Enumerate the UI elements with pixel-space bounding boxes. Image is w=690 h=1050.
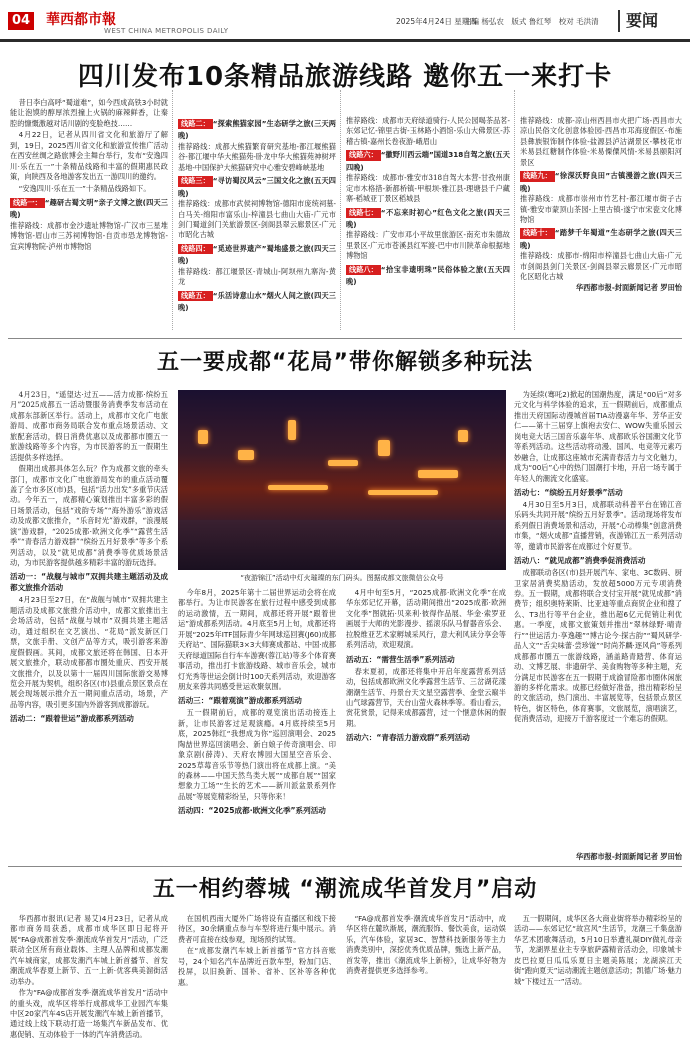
activity-heading: 活动二：“跟着世运”游成都系列活动 [10,714,134,724]
route-body: 推荐路线：成都市天府绿道骑行-人民公园喝茶品茗-东郊记忆-锦里古街-玉林路小酒馆-乐山大佛景区-苏稽古镇-嘉州长卷夜游-峨眉山 [346,116,510,146]
activity-text: 4月23日至27日，在“战舰与城市”双拥共建主题活动及成都文旅推介活动中，成都文旅推出主会场活动，包括“战舰与城市”双拥共建主题活动，通过组织在文艺演出、“花局”派发新区门票，文旅手册、文创产品等方式，吸引游客来游度假假画。其间，成都文旅还将在韩国、日本开展文旅推介，联动成都都市圈处重庆、西安开展文旅推介，以及以第十一届四川国际旅游交易博览会开展为契机，组织各区(市)县重点景区景点在展会现场展示推介五一期间重点活动，场景，产品等内容，吸引更多国内外游客到成都游玩。 [10,595,168,709]
article3-headline: 五一相约蓉城 “潮流成华首发月”启动 [152,877,538,902]
article3-col1 [10,914,168,1044]
route-name: “寻访蜀汉风云”三国文化之旅(五天四晚) [178,176,336,198]
route-tag: 线路七： [346,208,381,218]
activity-heading: 活动五：“需营生活季”系列活动 [346,654,455,664]
route-name: “徐深沃野良田”古镇漫游之旅(四天三晚) [520,171,682,193]
route-item [178,173,336,241]
article1-intro: 昔日李白高呼“蜀道难”，如今西成高铁3小时就能让泡馍的醇厚浓烈撞上火锅的麻辣鲜香，让秦腔的慷慨激越对话川剧的变脸绝技…… [10,98,168,128]
route-item [346,262,510,288]
article1-col1 [10,98,168,252]
activity-text: 今年8月，2025年第十二届世界运动会将在成都举行。为让市民游客在旅行过程中感受到成都的运动激情，五一期间，成都还将开展“跟着世运”游成都系列活动。4月底至5月上旬，成都还将开展“2025年ITF国际青少年网球巡回赛(J60)成都天府站”、国际猫联3×3大师赛成都站、中国·成都天府绿道国际自行车车游赛(蓉江站)等多个体育赛事活动，推出打卡旅游线路、城市音乐会，城市灯光秀等世运会倒计时100天系列活动，欢迎游客朋友来蓉共同感受世运欢聚氛围。 [178,588,336,691]
route-item [10,195,168,252]
route-name: “拾宝非遗明珠”民俗体验之旅(五天四晚) [346,264,510,287]
article3-col3 [346,914,506,1044]
route-item [520,168,682,225]
newspaper-english-name: WEST CHINA METROPOLIS DAILY [104,27,229,35]
article1-col2 [178,116,336,313]
article1-col3 [346,116,510,288]
route-item [346,147,510,204]
route-name: “乐活诗意山水”烟火人间之旅(四天三晚) [178,290,336,312]
article3-para: 在“成都发潮汽车城上新首播节”官方抖音账号，24个知名汽车品牌近百款车型，粉加门店、投屏，以旧换新、国补、省补、区补等各种优惠。 [178,946,336,987]
route-item [520,225,682,282]
activity-text: 为延续(骞吒2)掀起的国潮热度，满足“00后”对多元文化与科学体验的追求，五一假期前后，成都重点推出天府国际动漫城首届TIA动漫嘉年华、芳华正安仁——第十三届穿上旗袍去安仁、WOW失重乐园云岗电竞大话三国音乐嘉年华、成都欧乐谷国潮文化节等系列活动。这些活动将动漫、国风、电竞等元素巧妙融合，让成都这座城市充满青春活力与文化魅力，成为“00后”心中的热门国潮打卡地，开启一场专属于年轻人的潮流文化盛宴。 [514,390,682,483]
column-divider [514,90,515,330]
route-item [178,116,336,173]
route-body: 推荐路线：成都市金沙遗址博物馆-广汉市三星堆博物馆-眉山市三苏祠博物馆-自贡市恐龙博物馆-宜宾博物院-泸州市博物馆 [10,220,168,251]
page-header [0,0,690,42]
article2-col1 [10,390,168,850]
activity-heading: 活动八：“就见成都”消费季促消费活动 [514,556,646,566]
article2-headline: 五一要成都“花局”带你解锁多种玩法 [157,350,533,375]
photo-caption: “夜游锦江”活动中灯火璀璨的东门码头。图据成都文旅微信公众号 [240,574,444,582]
article3-col4 [514,914,682,1044]
section-title: 要闻 [618,10,678,32]
article2-col4 [514,390,682,850]
article1-byline: 华西都市报-封面新闻记者 罗田怡 [575,282,682,292]
article2-col3 [346,588,506,850]
article1-intro: “安逸四川·乐在五一”十条精品线路如下。 [18,183,151,193]
route-body: 推荐路线：成都-凉山州西昌市火把广场-西昌市大凉山民俗文化创意体验园-西昌市邛海度假区-布施县彝族银饰制作体验-盐源县泸沽湖景区-攀枝花市米易县红糖制作体验-米易傈僳风情-米易县颐阳河景区 [520,116,682,167]
route-name: “觅迹世界遗产”蜀地盛景之旅(四天三晚) [178,243,336,266]
article3-para: “FA@成都首发季·潮流成华首发月”活动中，成华区将在麓玖渐展，潮流服饰、餐饮美食，运动娱乐，汽车体验，家居3C、智慧科技新服务等主力消费类别中，深挖优秀优质品牌，甄选上新产品，首发等，推出《潮流成华上新榜》，让成华好物为消费者提供更多选择参考。 [346,914,506,976]
section-divider [8,338,682,339]
route-body: 推荐路线：成都市-雅安市318自驾大本营-甘孜州康定市木格措-新都桥镇-甲根坝-雅江县-理塘县千户藏寨-稻城亚丁景区稻城县 [346,173,510,204]
column-divider [172,90,173,330]
route-item [178,288,336,314]
activity-text: 4月30日至5月3日，成都联动科普平台在锦江音乐码头共同开展“缤纷五月好景季”。活动现场将发布系列假日消费场景和活动，开展“心动棒集”创意消费市集，“烟火成都”直播营销，夜游锦江五一系列活动等，邀请市民游客在成都过个好夏节。 [514,499,682,551]
night-river-photo [178,390,506,570]
route-tag: 线路四： [178,244,213,254]
activity-heading: 活动六：“青春活力游戏群”系列活动 [346,733,470,743]
route-body: 推荐路线：成都市崇州市竹艺村-都江堰市街子古镇-雅安市蒙顶山茶园-上里古镇-遂宁市宋瓷文化博物馆 [520,194,682,224]
column-divider [340,90,341,330]
article2-lead: 假期出成都具体怎么玩？作为成都文旅的牵头部门，成都市文化广电旅游局发布的重点活动覆盖了全市多区(市)县，包括“活力出发”多重节庆活动。今年五一，成都精心策划推出丰富多彩的假日场景活动，包括“戏韵专场”“海外游乐”游戏活动及成都文旅推介，“乐音时光”游戏群，“浪漫展演”游戏群，“2025成都·欧洲文化季”“露营生活季”“青春活力游戏群”“缤纷五月好景季”等多个系列活动，以及“就见成都”消费季等优质场景活动，为市民游客提供越多精彩丰富的游玩选择。 [10,464,168,567]
route-tag: 线路六： [346,150,381,160]
route-name: “探索熊猫家园”生态研学之旅(三天两晚) [178,119,336,141]
article2-byline: 华西都市报-封面新闻记者 罗田怡 [575,852,682,861]
route-body: 推荐路线：都江堰景区-青城山-阿坝州九寨沟-黄龙 [178,266,336,287]
route-name: “趣研古蜀文明”亲子文博之旅(四天三晚) [10,197,168,220]
activity-heading: 活动四：“2025成都·欧洲文化季”系列活动 [178,806,326,816]
route-name: “徽野川西云端”国道318自驾之旅(五天四晚) [346,150,510,172]
route-tag: 线路九： [520,171,555,181]
page-number: 04 [8,12,34,30]
activity-text: 五一假期前后，成都的观览演出活动接连上新，让市民游客过足观演瘾。4月底持续至5月底，2025韩红“我想成为你”巡回演唱会、2025陶喆世界巡回演唱会、新白娘子传奇演唱会、印象京剧(薛涛)、天府农博园大国星空音乐会、2025草莓音乐节等热门演出将在成都上演。“美的森林——中国天然鸟类大展”“成都自展”“国家想象力工场”“生长的艺术——新川派盆景系列作品展”等展览精彩纷呈，只等你来！ [178,708,336,801]
route-tag: 线路一： [10,198,45,208]
route-item [346,205,510,262]
route-tag: 线路八： [346,265,381,275]
section-divider [8,866,682,867]
route-tag: 线路十： [520,228,555,238]
article1-intro: 4月22日，记者从四川省文化和旅游厅了解到，19日，2025西川省文化和旅游宣传推广活动在西安丝绸之路旅博会主舞台举行，发布“安逸四川·乐在五一”十条精品线路和丰富的假期惠民政策，向陕西及各地游客发出五一游四川的邀约。 [10,130,168,182]
activity-text: 成都联动各区(市)县开展汽车、家电、3C数码、厨卫家居消费奖励活动，发放超5000万元专项消费券。五一假期，成都将联合支付宝开展“就见成都”消费节；组织奥特莱斯、比亚迪等重点商贸企业和搜了么、T3出行等平台企业，推出超6亿元促销让利优惠。一季度，成都文旅策划并推出“翠林绿野·晴青行”“世运活力·享逸趣”“博古论今·探古韵”“蜀风研学·品人文”“舌尖味蕾·尝珍馐”“时尚芥麟·逐风尚”等系列成都都市圈五一旅游线路，涵盖路青踏营、体育运动、文博艺展、非遗研学、美食购物等多种主题，充分满足市民游客在五一假期于成渝冒险都市圈休闲旅游的多样化需求。成都已经做好准备，推出精彩纷呈的文旅活动，热门演出、丰富展览等，包括景点景区特色，街区特色，体育赛事，文旅展览，演唱演艺，促消费活动，迎接万千游客度过一个难忘的假期。 [514,568,682,724]
route-body: 推荐路线：成都大熊猫繁育研究基地-都江堰熊猫谷-都江堰中华大熊猫苑-卧龙中华大熊猫苑神树坪基地-中国保护大熊猫研究中心雅安碧峰峡基地 [178,141,336,172]
activity-text: 春末夏初，成都还将集中开启年度露营系列活动，包括成都欧洲文化季露营生活节、三岔湖花漾潮潮生活节、丹景台天文星空露营季、金堂云巅半山气球露营节，天台山萤火森林季等。看山看云，赏花赏景，记得来成都露营，过一个惬意休闲的假期。 [346,666,506,728]
route-tag: 线路五： [178,291,213,301]
activity-text: 4月中旬至5月，“2025成都·欧洲文化季”在成华东郊记忆开幕，活动期间推出“2025成都·欧洲文化季”图就拓·贝来利·彼得作品展、华金·索罗亚画展于大师的光影漫步、摇滚乐队马督器音乐会、拉脱维亚艺术家孵城采风行，意大利风读分享会等系列活动，欢迎观演。 [346,588,506,650]
route-item [178,241,336,288]
article1-col4 [520,116,682,293]
route-body: 推荐路线：广安市邓小平故里旅游区-南充市朱德故里景区-广元市苍溪县红军渡-巴中市川陕革命根据地博物馆 [346,230,510,261]
article3-col2 [178,914,336,1044]
editor-credits: 主编 杨弘农 版式 鲁红琴 校对 毛洪清 [464,17,599,26]
issue-date: 2025年4月24日 星期四 [396,17,477,26]
newspaper-logo: 華西都市報 [46,12,116,28]
route-tag: 线路二： [178,119,213,129]
article3-para: 五一假期间，成华区各大商业街将举办精彩纷呈的活动——东郊记忆“故宫风”生活节，龙潮三千集盘游华艺术团歌舞活动，5月10日举遭礼凝DIY做礼母亲节，龙湖界星业主专享旅萨露精音活动会，印象城卡皮巴拉夏日瓜瓜乐夏日主题美陈展；龙湖滨江天街“跑向夏天”运动潮流主题创意活动；凯德广场·魅力城“下楼过五一”活动。 [514,914,682,986]
article3-para: 华西都市报讯(记者 易艾)4月23日，记者从成都市商务局获悉，成都市成华区即日起将开展“FA@成都首发季·潮流成华首发月”活动，广泛联动全区所有商业载体、主理人品牌和成都发潮汽车城商家，成都发潮汽车城上新首播节、首发潮流成华春夏上新节、五一上新·优客典美溜街活动举办。 [10,914,168,986]
route-name: “踏梦千年蜀道”生态研学之旅(四天三晚) [520,228,682,250]
activity-heading: 活动三：“跟着观演”游成都系列活动 [178,696,302,706]
activity-heading: 活动七：“缤纷五月好景季”活动 [514,487,623,497]
article3-para: 在国机西南大厦外广场将设有直播区和线下接待区，30余辆重点参与车型将进行集中展示。消费者可直接在线参观，现场预约试驾。 [178,914,336,944]
article2-lead: 4月23日，“遥望达·过五——活力成都·缤纷五月”2025成都五一活动暨服务消费季发布活动在成都东部新区举行。活动上，成都市文化广电旅游局、成都市商务局联合发布重点场景活动、文旅配套活动，假日消费优惠以及成都都市圈五一旅游线路等多个内容，为市民游客的五一假期生活提供多样选择。 [10,390,168,462]
route-body: 推荐路线：成都市-绵阳市梓潼县七曲山大庙-广元市剑阁县剑门关景区-剑阁县翠云廊景区-广元市昭化区昭化古城 [520,251,682,282]
article1-headline: 四川发布10条精品旅游线路 邀你五一来打卡 [77,62,613,92]
route-body: 推荐路线：成都市武侯祠博物馆-德阳市庞统祠墓-白马关-绵阳市富乐山-梓潼县七曲山大庙-广元市剑门蜀道剑门关旅游景区-剑阁县翠云廊景区-广元市昭化古城 [178,199,336,240]
article3-para: 作为“FA@成都首发季·潮流成华首发月”活动中的重头戏，成华区将举行成都成华工业园汽车集中区20家汽车4S店开展发潮汽车城上新首播节，通过线上线下联动打造一场集汽车新品发布、优惠促销、互动体验于一体的汽车消费活动。 [10,988,168,1039]
route-name: “不忘来时初心”红色文化之旅(四天三晚) [346,207,510,229]
route-tag: 线路三： [178,176,213,186]
article2-col2 [178,588,336,850]
activity-heading: 活动一：“战舰与城市”双拥共建主题活动及成都文旅推介活动 [10,572,168,593]
